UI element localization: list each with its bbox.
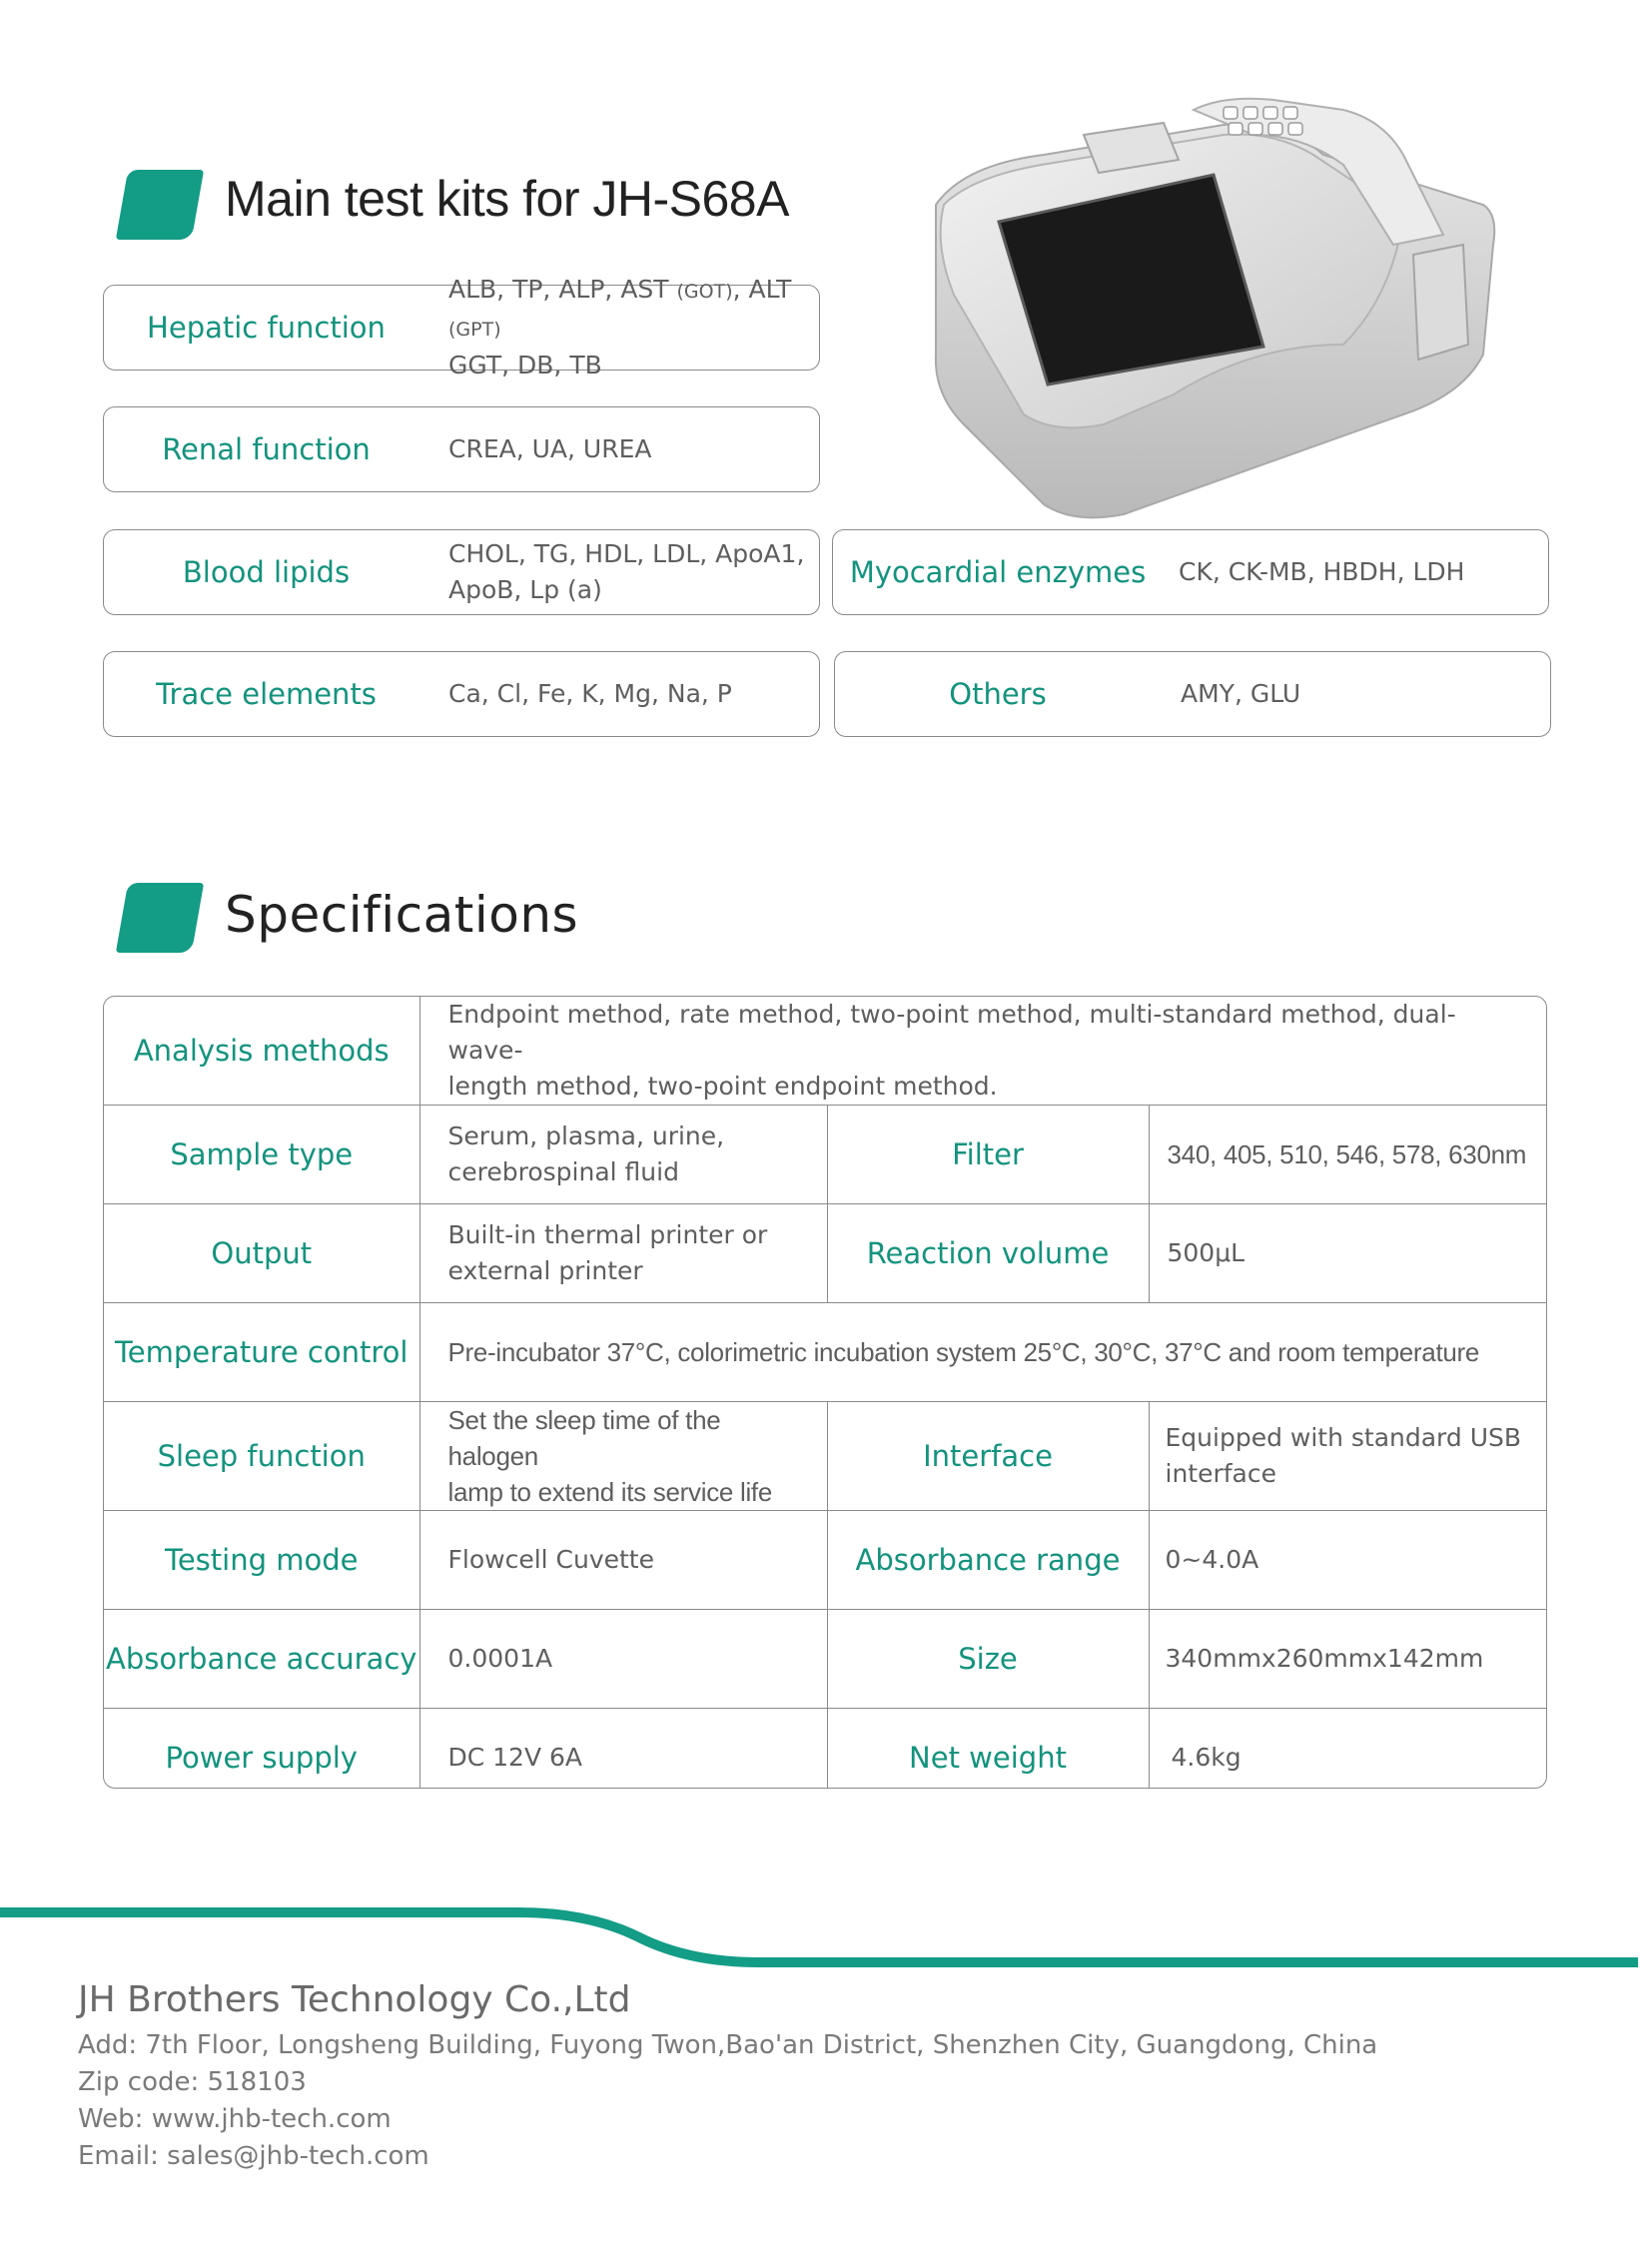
- spec-label: Power supply: [104, 1709, 419, 1790]
- table-row: [104, 1204, 1547, 1303]
- analyzer-device-image: [924, 95, 1508, 524]
- spec-value: Flowcell Cuvette: [419, 1511, 827, 1610]
- kit-box-hepatic: [103, 275, 820, 379]
- kit-values: Ca, Cl, Fe, K, Mg, Na, P: [448, 679, 732, 708]
- table-row: [104, 1709, 1547, 1790]
- section-marker-icon: [116, 170, 204, 240]
- company-address: Add: 7th Floor, Longsheng Building, Fuyong Twon,Bao'an District, Shenzhen City, Guangdong, China: [78, 2030, 1378, 2060]
- spec-value: Built-in thermal printer or external printer: [419, 1204, 827, 1303]
- kit-values: CREA, UA, UREA: [448, 434, 652, 463]
- spec-label: Size: [827, 1610, 1149, 1709]
- spec-label: Output: [104, 1204, 419, 1303]
- kit-values: CHOL, TG, HDL, LDL, ApoA1, ApoB, Lp (a): [448, 539, 805, 604]
- table-row: [104, 997, 1547, 1106]
- spec-value: DC 12V 6A: [419, 1709, 827, 1790]
- specs-section-title: Specifications: [225, 886, 579, 944]
- table-row: [104, 1106, 1547, 1204]
- kit-box-lipids: [103, 529, 820, 615]
- kit-name: Blood lipids: [182, 555, 351, 589]
- kit-box-others: [834, 651, 1551, 737]
- spec-value: 340, 405, 510, 546, 578, 630nm: [1149, 1106, 1547, 1204]
- spec-value: 0~4.0A: [1149, 1511, 1547, 1610]
- spec-value: Pre-incubator 37°C, colorimetric incubation system 25°C, 30°C, 37°C and room temperature: [419, 1303, 1547, 1402]
- spec-label: Sleep function: [104, 1402, 419, 1511]
- spec-label: Absorbance accuracy: [104, 1610, 419, 1709]
- kit-name: Trace elements: [156, 677, 377, 711]
- kit-box-myocardial: [832, 529, 1549, 615]
- spec-label: Sample type: [104, 1106, 419, 1204]
- kit-box-renal: [103, 406, 820, 492]
- kit-name: Renal function: [162, 432, 371, 466]
- table-row: [104, 1303, 1547, 1402]
- spec-label: Filter: [827, 1106, 1149, 1204]
- table-row: [104, 1511, 1547, 1610]
- specifications-table: [103, 996, 1547, 1789]
- spec-label: Interface: [827, 1402, 1149, 1511]
- kit-values: AMY, GLU: [1181, 679, 1301, 708]
- kit-values: ALB, TP, ALP, AST (GOT), ALT (GPT) GGT, DB, TB: [448, 275, 792, 379]
- spec-label: Testing mode: [104, 1511, 419, 1610]
- kit-name: Myocardial enzymes: [849, 555, 1147, 589]
- spec-label: Absorbance range: [827, 1511, 1149, 1610]
- spec-label: Analysis methods: [104, 997, 419, 1106]
- kit-name: Others: [949, 677, 1047, 711]
- kit-values: CK, CK-MB, HBDH, LDH: [1179, 557, 1465, 586]
- table-row: [104, 1402, 1547, 1511]
- spec-label: Net weight: [827, 1709, 1149, 1790]
- kits-section-title: Main test kits for JH-S68A: [225, 171, 789, 227]
- spec-value: Endpoint method, rate method, two-point method, multi-standard method, dual-wave- length method, two-point endpoint method.: [419, 997, 1547, 1106]
- company-zip: Zip code: 518103: [78, 2067, 307, 2097]
- footer-wave-divider: [0, 1902, 1652, 1972]
- kit-box-trace: [103, 651, 820, 737]
- spec-value: 500μL: [1149, 1204, 1547, 1303]
- company-email: Email: sales@jhb-tech.com: [78, 2141, 429, 2171]
- spec-value: Serum, plasma, urine, cerebrospinal fluid: [419, 1106, 827, 1204]
- section-marker-icon: [116, 883, 204, 953]
- spec-value: Equipped with standard USB interface: [1149, 1402, 1547, 1511]
- spec-label: Reaction volume: [827, 1204, 1149, 1303]
- spec-value: 340mmx260mmx142mm: [1149, 1610, 1547, 1709]
- spec-label: Temperature control: [104, 1303, 419, 1402]
- spec-value: 0.0001A: [419, 1610, 827, 1709]
- kit-name: Hepatic function: [147, 311, 386, 345]
- table-row: [104, 1610, 1547, 1709]
- spec-value: Set the sleep time of the halogen lamp to extend its service life: [419, 1402, 827, 1511]
- company-name: JH Brothers Technology Co.,Ltd: [78, 1979, 631, 2020]
- spec-value: 4.6kg: [1149, 1709, 1547, 1790]
- company-web: Web: www.jhb-tech.com: [78, 2104, 392, 2134]
